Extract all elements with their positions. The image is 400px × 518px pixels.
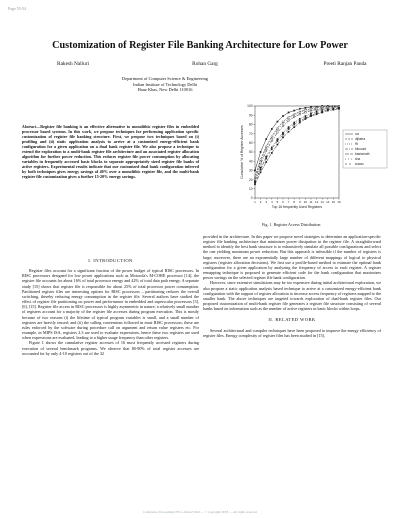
data-point-basicmath — [260, 172, 261, 173]
plot-frame — [255, 106, 339, 198]
page-footer: Conference Proceedings 978-1-4244-2746-0 — © Copyright IEEE — All rights reserved — [143, 510, 257, 514]
data-point-bitcount — [282, 126, 283, 127]
data-point-susan — [282, 134, 283, 135]
y-tick-label: 10 — [248, 187, 253, 191]
affiliation-dept: Department of Computer Science & Engineering — [122, 76, 208, 81]
data-point-crc — [282, 115, 283, 116]
data-point-sha — [322, 107, 323, 108]
legend-label: sha — [355, 157, 361, 162]
data-point-bitcount — [271, 140, 272, 141]
series-line-dijkstra — [255, 106, 339, 176]
data-point-fft — [310, 113, 311, 114]
x-tick-label: 9 — [298, 200, 301, 204]
affiliation-inst: Indian Institute of Technology Delhi — [133, 81, 197, 87]
data-point-crc — [260, 151, 261, 152]
abstract — [22, 124, 199, 180]
data-point-basicmath — [299, 122, 300, 123]
data-point-basicmath — [288, 131, 289, 132]
x-tick-label: 1 — [254, 200, 256, 204]
x-tick-label: 3 — [265, 200, 268, 204]
y-tick-label: 100 — [247, 104, 253, 109]
data-point-bitcount — [305, 112, 306, 113]
data-point-fft — [277, 138, 278, 139]
y-tick-label: 60 — [248, 141, 253, 145]
x-tick-label: 4 — [270, 200, 273, 204]
data-point-bitcount — [254, 179, 255, 180]
data-point-fft — [266, 156, 267, 157]
legend-label: basicmath — [355, 152, 370, 157]
right-paragraph-1: provided in the architecture. In this paper we propose novel strategies to determine an application-specific register file banking architecture that minimizes power dissipation in the register file. A straightforward method to identify the best bank structure is to exhaustively simulate all possible configurations and select the one yielding maximum power reduction. But this approach is infeasible if the number of registers is large; moreover, there are an exponentially large number of different mappings of logical to physical registers (register allocation decisions). We first use a profile-based method to estimate the optimal bank configuration for a given application by analyzing the frequency of access to each register. A register remapping technique is proposed to generate efficient code for the bank configuration that maximizes power savings on the selected register file bank configuration. — [203, 234, 381, 281]
left-column — [22, 252, 199, 356]
data-point-basicmath — [294, 126, 295, 127]
data-point-fft — [288, 126, 289, 127]
series-line-susan — [255, 108, 339, 183]
abstract-label: Abstract— — [22, 124, 41, 129]
data-point-crc — [288, 112, 289, 113]
data-point-bitcount — [299, 114, 300, 115]
data-point-fft — [299, 118, 300, 119]
x-tick-label: 6 — [282, 200, 284, 204]
x-tick-label: 2 — [259, 200, 262, 204]
x-tick-label: 10 — [303, 200, 308, 204]
data-point-susan — [305, 117, 306, 118]
data-point-basicmath — [282, 137, 283, 138]
data-point-crc — [271, 128, 272, 129]
series-line-basicmath — [255, 109, 339, 184]
x-tick-label: 13 — [320, 200, 324, 204]
data-point-susan — [299, 120, 300, 121]
x-tick-label: 12 — [314, 200, 319, 204]
data-point-susan — [316, 113, 317, 114]
data-point-sha — [277, 129, 278, 130]
y-tick-label: 30 — [248, 168, 253, 173]
data-point-basicmath — [254, 184, 255, 185]
data-point-fft — [305, 115, 306, 116]
affiliation-addr: Hauz Khas, New Delhi 110016 — [137, 87, 193, 93]
data-point-bitcount — [294, 116, 295, 117]
data-point-susan — [266, 158, 267, 159]
author-3: Preeti Ranjan Panda — [323, 61, 367, 67]
x-tick-label: 11 — [309, 200, 313, 204]
abstract-text: Register file banking is an effective alternative to monolithic register files in embedded processor based systems. In this work, we propose techniques for performing application specific customization of register file banking structure. First, we propose two techniques based on (i) profiling and (ii) static application analysis to arrive at a customized energy-efficient bank configuration for a given application on a dual bank register file. We also propose a technique to extend the exploration to a multi-bank register file architecture and an associated register allocation algorithm for further power reduction. This reduces register file power consumption by allocating variables in frequently accessed basic blocks to separate appropriately sized register file banks of active registers. Experimental results indicate that our customized dual bank configuration inferred by both techniques gives energy savings of 40% over a monolithic register file, and the multi-bank register file customization gives a further 15-20% energy savings. — [22, 124, 199, 180]
y-tick-label: 80 — [248, 122, 253, 127]
data-point-dijkstra — [265, 145, 267, 147]
data-point-susan — [310, 115, 311, 116]
data-point-fft — [316, 111, 317, 112]
data-point-sha — [260, 161, 261, 162]
legend-label: fft — [355, 142, 358, 147]
data-point-dijkstra — [254, 175, 256, 177]
chart-svg — [203, 98, 393, 222]
y-tick-label: 90 — [248, 113, 253, 118]
right-paragraph-2: However, since extensive simulations may be too expensive during initial architectural exploration, we also propose a static application analysis based technique to arrive at a customized energy-efficient bank configuration with the support of register allocation to increase access frequency of registers mapped to the smaller bank. The above techniques are targeted towards exploration of dual-bank register files. Our proposed customization of multi-bank register file generates a register file structure consisting of several banks based on information such as the number of active registers in basic blocks within loops. — [203, 280, 381, 312]
data-point-bitcount — [277, 132, 278, 133]
data-point-crc — [294, 110, 295, 111]
x-tick-label: 15 — [331, 200, 336, 204]
data-point-susan — [333, 108, 334, 109]
data-point-sha — [305, 110, 306, 111]
data-point-susan — [277, 140, 278, 141]
data-point-susan — [288, 128, 289, 129]
x-tick-label: 8 — [293, 200, 296, 204]
y-axis-label: Cumulative % of Register Accesses — [240, 125, 244, 179]
data-point-sha — [271, 138, 272, 139]
data-point-crc — [305, 107, 306, 108]
register-access-chart — [203, 98, 393, 222]
author-1: Rakesh Nalluri — [57, 61, 89, 67]
legend-label: bitcount — [355, 147, 367, 152]
section-heading-intro: I. INTRODUCTION — [88, 258, 133, 263]
data-point-susan — [322, 111, 323, 112]
data-point-sha — [282, 123, 283, 124]
data-point-bitcount — [260, 163, 261, 164]
data-point-crc — [299, 108, 300, 109]
data-point-dijkstra — [271, 135, 273, 137]
data-point-sha — [333, 106, 334, 107]
data-point-susan — [260, 169, 261, 170]
affiliation — [80, 76, 250, 93]
x-tick-label: 5 — [276, 200, 279, 204]
y-tick-label: 40 — [248, 159, 253, 164]
data-point-sha — [338, 105, 339, 106]
data-point-basicmath — [277, 144, 278, 145]
data-point-crc — [254, 170, 255, 171]
data-point-bitcount — [288, 120, 289, 121]
right-column — [203, 234, 381, 338]
data-point-sha — [327, 106, 328, 107]
y-tick-label: 20 — [248, 177, 253, 182]
section-heading-related: II. RELATED WORK — [268, 317, 316, 323]
legend-label: crc — [355, 132, 360, 137]
intro-paragraph-2: Figure 1 shows the cumulative register accesses of 16 most frequently accessed registers during execution of several benchmark programs. We observe that 80-90% of total register accesses are accounted for by only 4-10 registers out of the 32 — [22, 340, 199, 356]
paper-title: Customization of Register File Banking Architecture for Low Power — [52, 40, 348, 51]
data-point-basicmath — [266, 161, 267, 162]
data-point-susan — [294, 124, 295, 125]
y-tick-label: 50 — [248, 150, 253, 155]
data-point-bitcount — [266, 150, 267, 151]
page-number: Page 55-54 — [8, 6, 27, 11]
data-point-sha — [288, 118, 289, 119]
figure-caption: Fig. 1. Register Access Distribution — [262, 222, 321, 227]
data-point-sha — [254, 177, 255, 178]
x-tick-label: 7 — [287, 200, 290, 204]
data-point-fft — [260, 167, 261, 168]
x-tick-label: 16 — [337, 200, 341, 204]
data-point-basicmath — [271, 152, 272, 153]
y-tick-label: 70 — [248, 131, 253, 136]
author-2: Rohan Garg — [192, 61, 218, 67]
data-point-fft — [271, 147, 272, 148]
data-point-fft — [282, 132, 283, 133]
data-point-crc — [266, 138, 267, 139]
series-line-sha — [255, 106, 339, 178]
data-point-susan — [338, 107, 339, 108]
intro-paragraph-1: Register files account for a significant fraction of the power budget of typical RISC processors. In RISC processors designed for low power applications such as Motorola's M-CORE processor [14], the register file accounts for about 16% of total processor energy and 42% of total data path energy. A separate study [15] shows that register file is responsible for about 25% of total processor power consumption. Partitioned register files are interesting options for RISC processors – partitioning reduces the overall switching, thereby reducing energy consumption in the register file. Several authors have studied the effect of register file partitioning on power and performance in embedded and superscalar processors [3], [6], [15]. Register file access in RISC processors is highly asymmetric in nature; a relatively small number of registers account for a majority of the register file accesses during program execution. This is mostly because of two reasons (i) the lifetime of typical program variables is small, and a small number of registers are heavily reused; and (ii) the calling conventions followed in most RISC processors; these are rules enforced by the software during procedure call on argument and return value registers etc. For example, in MIPS ISA, registers 2,3 are used to evaluate expressions, hence these two registers are used when expressions are evaluated, leading to a higher usage frequency than other registers. — [22, 268, 199, 341]
data-point-susan — [254, 182, 255, 183]
series-line-bitcount — [255, 107, 339, 180]
x-tick-label: 14 — [326, 200, 330, 204]
data-point-susan — [271, 149, 272, 150]
y-tick-label: 0 — [250, 196, 253, 201]
related-paragraph: Several architectural and compiler techniques have been proposed to improve the energy efficiency of register files. Energy complexity of register files has been studied in [15], — [203, 327, 381, 338]
data-point-fft — [294, 122, 295, 123]
legend-label: dijkstra — [355, 137, 366, 142]
data-point-sha — [316, 108, 317, 109]
data-point-crc — [277, 121, 278, 122]
data-point-sha — [299, 112, 300, 113]
x-axis-label: Top 16 frequently Used Registers — [271, 205, 323, 209]
data-point-sha — [266, 148, 267, 149]
legend-label: susan — [355, 162, 364, 167]
data-point-crc — [310, 106, 311, 107]
data-point-sha — [310, 109, 311, 110]
data-point-susan — [327, 109, 328, 110]
data-point-sha — [294, 115, 295, 116]
